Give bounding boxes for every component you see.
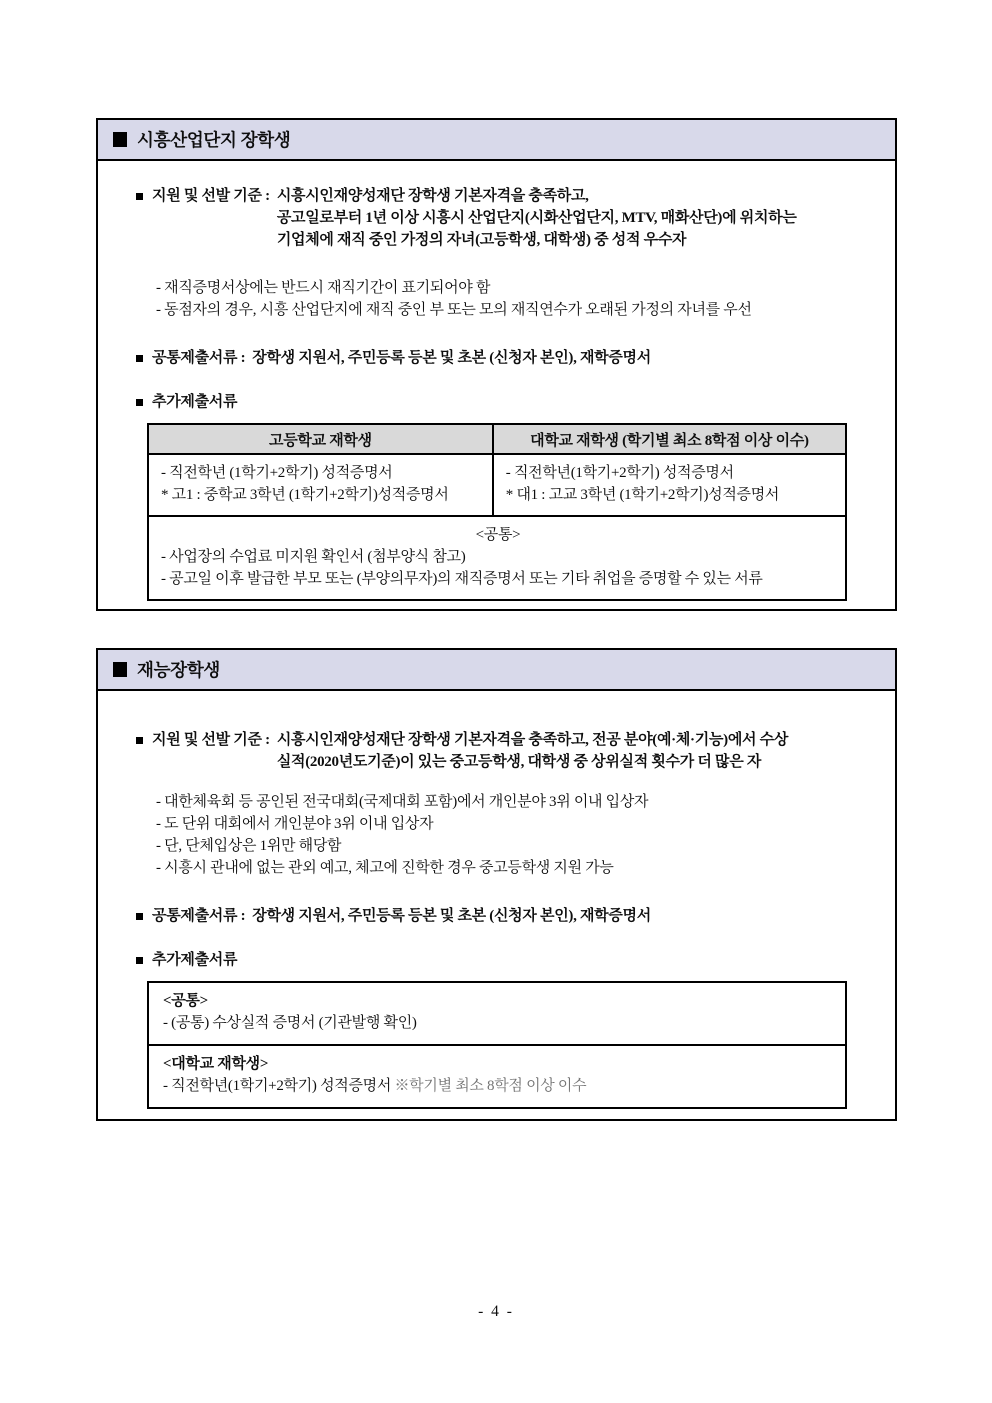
- table-header-row: [148, 424, 846, 454]
- additional-documents-label: 추가제출서류: [152, 394, 238, 410]
- box-row-title: <공통>: [163, 993, 208, 1009]
- criteria-line: 기업체에 재직 중인 가정의 자녀(고등학생, 대학생) 중 성적 우수자: [276, 232, 687, 248]
- criteria-note: - 동점자의 경우, 시흥 산업단지에 재직 중인 부 또는 모의 재직연수가 오래된 가정의 자녀를 우선: [156, 302, 752, 318]
- table-body-row: [148, 454, 846, 516]
- university-cell: [493, 454, 846, 516]
- additional-documents-box: [147, 981, 847, 1109]
- additional-documents-table: [147, 423, 847, 601]
- criteria-lines: [277, 185, 797, 251]
- common-cell: [148, 516, 846, 600]
- common-documents-text: 장학생 지원서, 주민등록 등본 및 초본 (신청자 본인), 재학증명서: [252, 908, 651, 924]
- criteria-notes: [136, 277, 875, 321]
- university-docs-box-row: [149, 1044, 845, 1107]
- common-title: <공통>: [475, 527, 521, 543]
- criteria-label: 지원 및 선발 기준 :: [152, 732, 270, 748]
- criteria-line: 시흥시인재양성재단 장학생 기본자격을 충족하고,: [276, 188, 589, 204]
- criteria-note: - 도 단위 대회에서 개인분야 3위 이내 입상자: [156, 816, 434, 832]
- additional-documents-row: [136, 391, 875, 413]
- bullet-icon: [136, 399, 143, 406]
- section-header: [96, 118, 897, 161]
- criteria-line: 실적(2020년도기준)이 있는 중고등학생, 대학생 중 상위실적 횟수가 더 많은 자: [276, 754, 762, 770]
- selection-criteria: [136, 185, 875, 251]
- common-documents-row: [136, 905, 875, 927]
- additional-documents-row: [136, 949, 875, 971]
- common-documents-label: 공통제출서류 :: [152, 350, 246, 366]
- table-cell-line: - 공고일 이후 발급한 부모 또는 (부양의무자)의 재직증명서 또는 기타 취업을 증명할 수 있는 서류: [161, 571, 763, 587]
- black-square-icon: [113, 132, 127, 147]
- criteria-note: - 대한체육회 등 공인된 전국대회(국제대회 포함)에서 개인분야 3위 이내 입상자: [156, 794, 649, 810]
- criteria-note: - 재직증명서상에는 반드시 재직기간이 표기되어야 함: [156, 280, 491, 296]
- bullet-icon: [136, 957, 143, 964]
- additional-documents-label: 추가제출서류: [152, 952, 238, 968]
- bullet-icon: [136, 355, 143, 362]
- criteria-label: 지원 및 선발 기준 :: [152, 188, 270, 204]
- bullet-icon: [136, 737, 143, 744]
- box-row-item-note: ※학기별 최소 8학점 이상 이수: [394, 1078, 587, 1094]
- section-siheung-industrial-scholarship: [96, 118, 897, 611]
- table-cell-line: * 고1 : 중학교 3학년 (1학기+2학기)성적증명서: [161, 487, 449, 503]
- table-header-university: 대학교 재학생 (학기별 최소 8학점 이상 이수): [493, 424, 846, 454]
- criteria-line: 시흥시인재양성재단 장학생 기본자격을 충족하고, 전공 분야(예·체·기능)에서 수상: [276, 732, 789, 748]
- common-docs-box-row: [149, 983, 845, 1044]
- common-documents-text: 장학생 지원서, 주민등록 등본 및 초본 (신청자 본인), 재학증명서: [252, 350, 651, 366]
- section-body: [96, 691, 897, 1121]
- common-documents-row: [136, 347, 875, 369]
- box-row-item: - (공통) 수상실적 증명서 (기관발행 확인): [163, 1015, 417, 1031]
- selection-criteria: [136, 729, 875, 773]
- criteria-line: 공고일로부터 1년 이상 시흥시 산업단지(시화산업단지, MTV, 매화산단)에 위치하는: [276, 210, 797, 226]
- table-cell-line: - 직전학년 (1학기+2학기) 성적증명서: [161, 465, 393, 481]
- bullet-icon: [136, 193, 143, 200]
- high-school-cell: [148, 454, 493, 516]
- box-row-title: <대학교 재학생>: [163, 1056, 269, 1072]
- criteria-note: - 단, 단체입상은 1위만 해당함: [156, 838, 342, 854]
- table-header-high-school: 고등학교 재학생: [148, 424, 493, 454]
- box-row-item-text: - 직전학년(1학기+2학기) 성적증명서: [163, 1078, 392, 1094]
- table-cell-line: - 직전학년(1학기+2학기) 성적증명서: [505, 465, 734, 481]
- section-header: [96, 648, 897, 691]
- bullet-icon: [136, 913, 143, 920]
- section-body: [96, 161, 897, 611]
- page-number: - 4 -: [478, 1303, 514, 1320]
- table-cell-line: * 대1 : 고교 3학년 (1학기+2학기)성적증명서: [505, 487, 780, 503]
- criteria-notes: [136, 791, 875, 879]
- box-row-item: [163, 1075, 833, 1097]
- common-documents-label: 공통제출서류 :: [152, 908, 246, 924]
- black-square-icon: [113, 662, 127, 677]
- section-title: 재능장학생: [137, 660, 221, 680]
- table-cell-line: - 사업장의 수업료 미지원 확인서 (첨부양식 참고): [161, 549, 466, 565]
- section-talent-scholarship: [96, 648, 897, 1121]
- table-common-row: [148, 516, 846, 600]
- criteria-lines: [277, 729, 788, 773]
- criteria-note: - 시흥시 관내에 없는 관외 예고, 체고에 진학한 경우 중고등학생 지원 가능: [156, 860, 614, 876]
- section-title: 시흥산업단지 장학생: [137, 130, 291, 150]
